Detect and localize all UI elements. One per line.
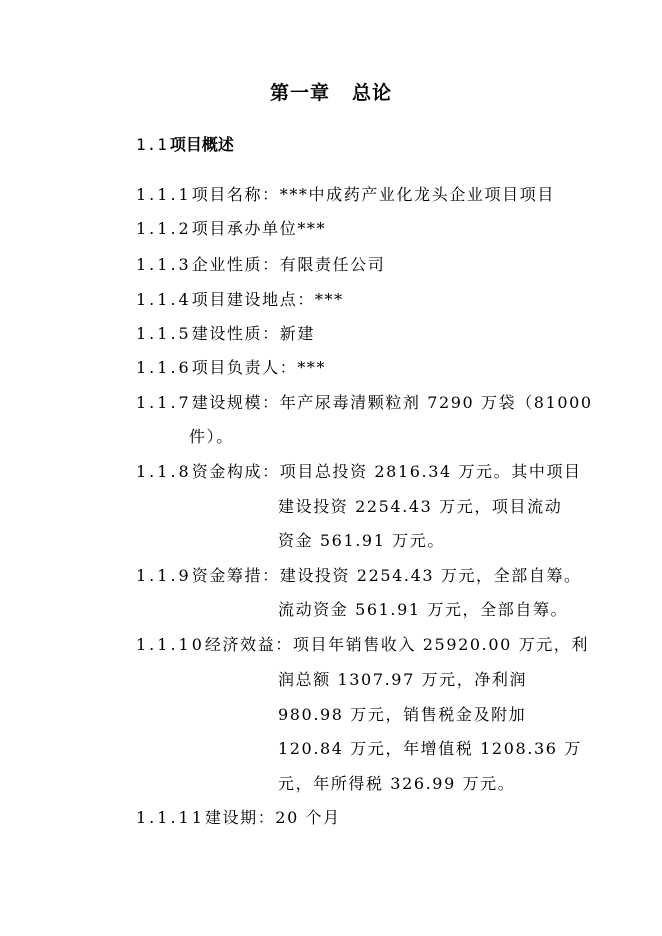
item-10-line-1 (136, 635, 589, 655)
item-10-line-2 (278, 670, 527, 690)
item-number: 1.1.2 (136, 219, 192, 238)
item-number: 1.1.8 (136, 462, 192, 481)
item-text: 经济效益：项目年销售收入 25920.00 万元，利 (204, 635, 590, 654)
item-10-line-3 (278, 705, 526, 725)
item-text: 120.84 万元，年增值税 1208.36 万 (278, 739, 582, 758)
item-9-line-2 (278, 600, 568, 620)
item-text: 元，年所得税 326.99 万元。 (278, 774, 516, 793)
item-text: 建设性质：新建 (191, 324, 315, 343)
chapter-prefix: 第一章 (269, 82, 330, 104)
item-7-line-2 (189, 427, 234, 447)
item-number: 1.1.7 (136, 393, 192, 412)
item-text: 项目建设地点：*** (191, 290, 344, 309)
section-heading (136, 132, 234, 155)
item-text: 980.98 万元，销售税金及附加 (278, 705, 527, 724)
item-3-line-1 (136, 255, 385, 275)
item-number: 1.1.11 (136, 808, 205, 827)
item-text: 项目承办单位*** (191, 219, 327, 238)
section-title: 项目概述 (169, 135, 234, 154)
item-text: 件）。 (189, 427, 234, 446)
item-number: 1.1.10 (136, 635, 205, 654)
item-number: 1.1.6 (136, 358, 192, 377)
item-7-line-1 (136, 393, 593, 413)
item-text: 建设投资 2254.43 万元，项目流动 (278, 497, 563, 516)
item-text: 资金 561.91 万元。 (278, 531, 445, 550)
item-10-line-4 (278, 739, 582, 759)
item-number: 1.1.9 (136, 566, 192, 585)
item-1-line-1 (136, 185, 555, 205)
chapter-name: 总论 (352, 82, 393, 104)
item-8-line-1 (136, 462, 582, 482)
item-10-line-5 (278, 774, 515, 794)
item-number: 1.1.1 (136, 185, 192, 204)
item-text: 企业性质：有限责任公司 (191, 255, 386, 274)
item-8-line-2 (278, 497, 562, 517)
item-number: 1.1.5 (136, 324, 192, 343)
item-text: 建设规模：年产尿毒清颗粒剂 7290 万袋（81000 (191, 393, 593, 412)
item-text: 流动资金 561.91 万元，全部自筹。 (278, 600, 569, 619)
item-2-line-1 (136, 219, 326, 239)
item-text: 建设期：20 个月 (204, 808, 341, 827)
item-8-line-3 (278, 531, 445, 551)
item-number: 1.1.3 (136, 255, 192, 274)
item-11-line-1 (136, 808, 341, 828)
item-text: 润总额 1307.97 万元，净利润 (278, 670, 528, 689)
chapter-title (0, 78, 662, 105)
item-number: 1.1.4 (136, 290, 192, 309)
item-4-line-1 (136, 290, 344, 310)
item-9-line-1 (136, 566, 582, 586)
item-text: 项目名称：***中成药产业化龙头企业项目项目 (191, 185, 555, 204)
item-6-line-1 (136, 358, 326, 378)
item-text: 资金筹措：建设投资 2254.43 万元，全部自筹。 (191, 566, 582, 585)
item-text: 项目负责人：*** (191, 358, 327, 377)
section-number: 1.1 (136, 135, 168, 154)
item-5-line-1 (136, 324, 315, 344)
item-text: 资金构成：项目总投资 2816.34 万元。其中项目 (191, 462, 582, 481)
